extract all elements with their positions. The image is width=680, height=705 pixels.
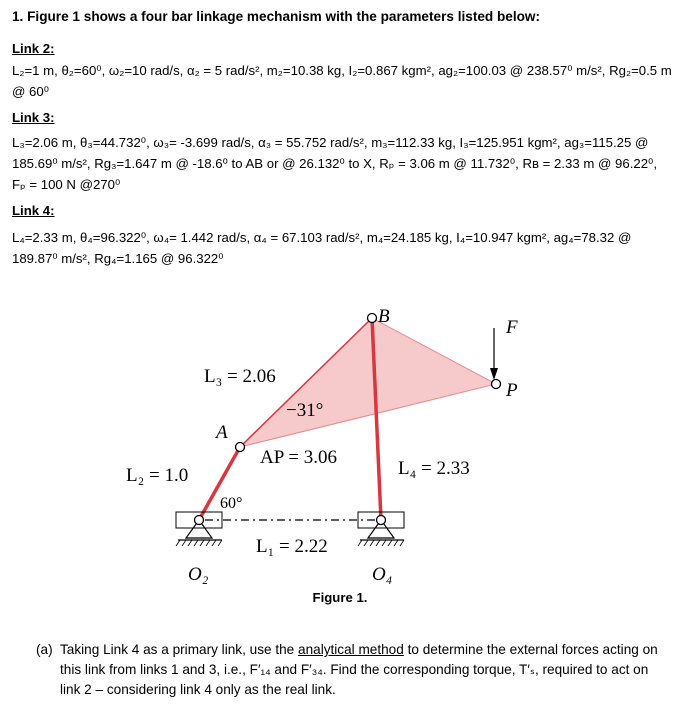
link4-params: L₄=2.33 m, θ₄=96.322⁰, ω₄= 1.442 rad/s, α₄ = 67.103 rad/s², m₄=24.185 kg, I₄=10.947 kgm², aɡ₄=78.32 @ 189.87⁰ m/s², Rɡ₄=1.165 @ 96.322⁰ (12, 230, 632, 266)
link3-params: L₃=2.06 m, θ₃=44.732⁰, ω₃= -3.699 rad/s, α₃ = 55.752 rad/s², m₃=112.33 kg, I₃=125.951 kgm², aɡ₃=115.25 @ 185.69⁰ m/s², Rɡ₃=1.647 m @ -18.6⁰ to AB or @ 26.132⁰ to X, Rₚ = 3.06 m @ 11.732⁰, Rʙ = 2.33 m @ 96.22⁰, Fₚ = 100 N @270⁰ (12, 135, 657, 192)
pin-O2 (195, 516, 204, 525)
coupler-triangle (240, 318, 496, 447)
label-L2: L₂ = 1.0 (126, 465, 189, 486)
question-text-2: to determine the external forces acting on this link from links 1 and 3, i.e., F′₁₄ and F′₃₄. Find the corresponding torque, T′ₛ, required to act on link 2 – considering link 4 only as the real link. (60, 642, 658, 697)
pin-A (236, 443, 245, 452)
question-label: (a) (36, 642, 53, 657)
question-a (36, 640, 666, 700)
label-F: F (506, 317, 518, 338)
label-B: B (378, 306, 390, 327)
problem-title: 1. Figure 1 shows a four bar linkage mechanism with the parameters listed below: (12, 9, 541, 24)
label-O4: O₄ (372, 564, 393, 585)
link2-params: L₂=1 m, θ₂=60⁰, ω₂=10 rad/s, α₂ = 5 rad/s², m₂=10.38 kg, I₂=0.867 kgm², aɡ₂=100.03 @ 238.57⁰ m/s², Rɡ₂=0.5 m @ 60⁰ (12, 63, 672, 99)
link4-heading: Link 4: (12, 203, 55, 218)
label-angle-31: −31° (286, 400, 324, 421)
pin-B (368, 314, 377, 323)
label-A: A (216, 422, 228, 443)
four-bar-linkage-figure (0, 290, 680, 630)
link2-heading: Link 2: (12, 41, 55, 56)
label-L3: L₃ = 2.06 (204, 366, 276, 387)
figure-caption: Figure 1. (312, 590, 368, 605)
question-text (60, 640, 666, 700)
point-P (492, 380, 501, 389)
link3-heading: Link 3: (12, 110, 55, 125)
pin-O4 (377, 516, 386, 525)
label-P: P (506, 380, 518, 401)
label-L4: L₄ = 2.33 (398, 458, 470, 479)
analytical-method-text: analytical method (298, 642, 404, 657)
force-arrow-head (490, 368, 498, 380)
label-angle-60: 60° (220, 495, 243, 512)
label-AP: AP = 3.06 (260, 447, 338, 468)
label-O2: O₂ (188, 564, 209, 585)
label-L1: L₁ = 2.22 (256, 536, 328, 557)
question-text-1: Taking Link 4 as a primary link, use the (60, 642, 299, 657)
